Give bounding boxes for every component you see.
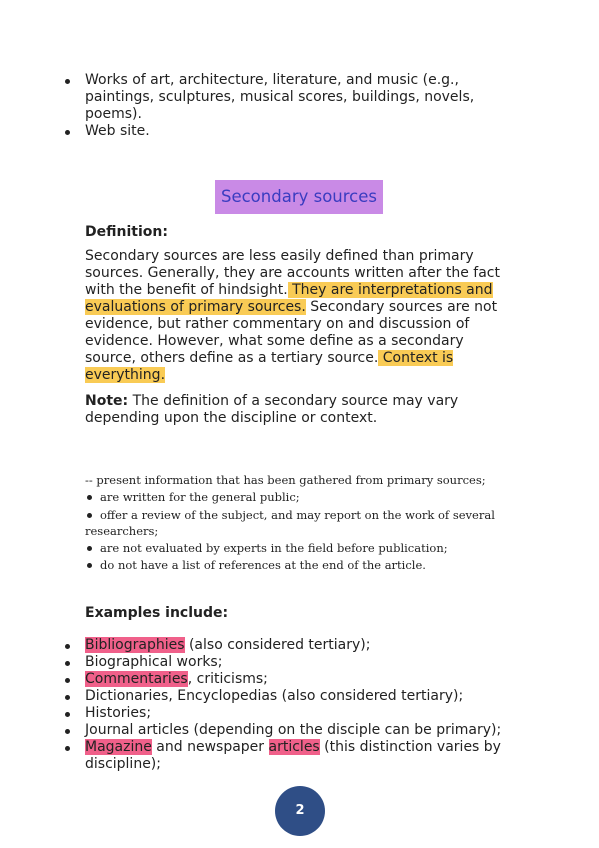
highlighted-text: Magazine — [85, 739, 152, 755]
definition-text: Secondary sources are not evidence, but rather commentary on and discussion of evidence. However, what some define as a secondary source, others define as a tertiary source. — [85, 299, 498, 366]
highlighted-text: Bibliographies — [85, 637, 185, 653]
characteristic-line: -- present information that has been gathered from primary sources; — [85, 473, 486, 487]
bullet-icon — [87, 513, 92, 518]
list-item: Histories; — [65, 705, 525, 722]
characteristic-item: offer a review of the subject, and may report on the work of several — [85, 507, 495, 523]
bullet-icon — [87, 495, 92, 500]
list-item: Journal articles (depending on the disciple can be primary); — [65, 722, 525, 739]
bullet-icon — [87, 563, 92, 568]
section-title: Secondary sources — [215, 180, 383, 214]
list-item: Works of art, architecture, literature, and music (e.g., paintings, sculptures, musical scores, buildings, novels, poems). — [65, 72, 495, 123]
note-text: The definition of a secondary source may vary depending upon the discipline or context. — [85, 393, 459, 426]
characteristic-item: are not evaluated by experts in the field before publication; — [85, 540, 448, 556]
definition-heading: Definition: — [85, 224, 168, 240]
highlighted-text: Context is everything. — [85, 350, 454, 383]
list-item: Dictionaries, Encyclopedias (also considered tertiary); — [65, 688, 525, 705]
list-item: Bibliographies (also considered tertiary); — [65, 637, 525, 654]
examples-list — [65, 637, 525, 773]
list-item: Biographical works; — [65, 654, 525, 671]
top-bullet-list — [65, 72, 495, 140]
list-item: Magazine and newspaper articles (this distinction varies by discipline); — [65, 739, 525, 773]
note-paragraph — [85, 393, 485, 427]
list-item: Web site. — [65, 123, 495, 140]
list-item: Commentaries, criticisms; — [65, 671, 525, 688]
highlighted-text: Commentaries — [85, 671, 188, 687]
characteristic-item: do not have a list of references at the end of the article. — [85, 557, 426, 573]
highlighted-text: They are interpretations and evaluations of primary sources. — [85, 282, 493, 315]
definition-paragraph — [85, 248, 510, 384]
note-label: Note: — [85, 393, 129, 409]
bullet-icon — [87, 546, 92, 551]
page-number-badge: 2 — [275, 786, 325, 836]
characteristic-item: are written for the general public; — [85, 489, 300, 505]
characteristic-continuation: researchers; — [85, 524, 159, 538]
examples-heading: Examples include: — [85, 605, 229, 621]
highlighted-text: articles — [268, 739, 320, 755]
definition-text: Secondary sources are less easily defined than primary sources. Generally, they are accounts written after the fact with the benefit of hindsight. — [85, 248, 500, 298]
